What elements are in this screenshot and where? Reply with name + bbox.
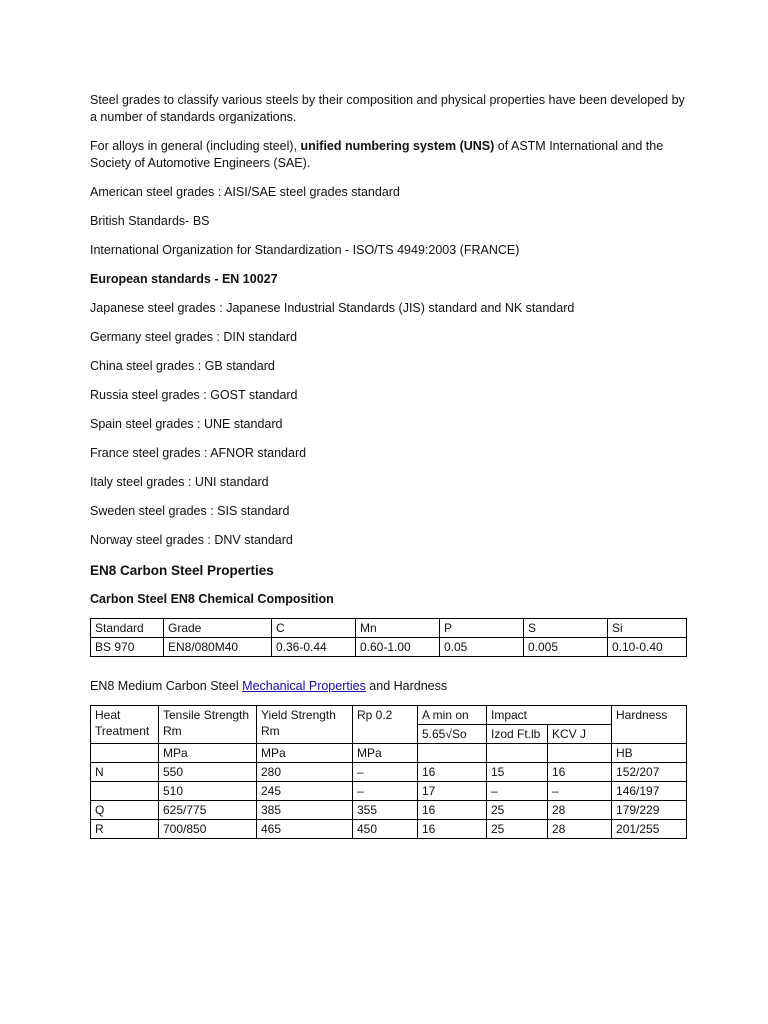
standard-british: British Standards- BS	[90, 214, 210, 228]
table-cell: 16	[418, 763, 487, 782]
composition-header-row	[91, 619, 687, 638]
unit-cell	[487, 744, 548, 763]
table-cell: –	[353, 782, 418, 801]
hardness-header: Hardness	[612, 706, 687, 744]
table-cell: –	[353, 763, 418, 782]
table-cell: 28	[548, 801, 612, 820]
standard-sweden: Sweden steel grades : SIS standard	[90, 504, 290, 518]
table-cell: 25	[487, 801, 548, 820]
document-body	[90, 92, 686, 839]
standard-italy: Italy steel grades : UNI standard	[90, 475, 269, 489]
uns-paragraph	[90, 138, 686, 172]
uns-text-before: For alloys in general (including steel),	[90, 139, 301, 153]
table-cell: 510	[159, 782, 257, 801]
table-header-cell: Mn	[356, 619, 440, 638]
table-cell: EN8/080M40	[164, 638, 272, 657]
impact-header: Impact	[487, 706, 612, 725]
table-header-cell: C	[272, 619, 356, 638]
table-cell: 152/207	[612, 763, 687, 782]
table-cell: 245	[257, 782, 353, 801]
mechanical-table	[90, 705, 687, 839]
table-row	[91, 763, 687, 782]
mechanical-title	[90, 679, 686, 693]
table-cell: 385	[257, 801, 353, 820]
table-cell: 16	[418, 820, 487, 839]
table-cell: 0.05	[440, 638, 524, 657]
unit-cell: MPa	[257, 744, 353, 763]
table-cell: 625/775	[159, 801, 257, 820]
table-row	[91, 801, 687, 820]
uns-text-after: of ASTM International and the Society of Automotive Engineers (SAE).	[90, 139, 664, 170]
amin-header: A min on	[418, 706, 487, 725]
standard-japanese: Japanese steel grades : Japanese Industrial Standards (JIS) standard and NK standard	[90, 301, 575, 315]
table-cell: 146/197	[612, 782, 687, 801]
table-cell: N	[91, 763, 159, 782]
uns-term: unified numbering system (UNS)	[300, 139, 495, 153]
table-cell: –	[548, 782, 612, 801]
table-cell: 280	[257, 763, 353, 782]
composition-table	[90, 618, 687, 657]
izod-subheader: Izod Ft.lb	[487, 725, 548, 744]
mechanical-title-after: and Hardness	[365, 679, 448, 693]
unit-cell	[418, 744, 487, 763]
standard-european: European standards - EN 10027	[90, 272, 278, 286]
table-cell: 465	[257, 820, 353, 839]
table-row	[91, 820, 687, 839]
standard-norway: Norway steel grades : DNV standard	[90, 533, 293, 547]
kcv-subheader: KCV J	[548, 725, 612, 744]
composition-title: Carbon Steel EN8 Chemical Composition	[90, 592, 334, 606]
composition-data-row	[91, 638, 687, 657]
intro-paragraph: Steel grades to classify various steels by their composition and physical properties have been developed by a number of standards organizations.	[90, 93, 685, 124]
rp-header: Rp 0.2	[353, 706, 418, 744]
unit-cell: MPa	[159, 744, 257, 763]
mechanical-title-before: EN8 Medium Carbon Steel	[90, 679, 243, 693]
table-cell: 16	[418, 801, 487, 820]
yield-header: Yield Strength Rm	[257, 706, 353, 744]
table-header-cell: Si	[608, 619, 687, 638]
tensile-header: Tensile Strength Rm	[159, 706, 257, 744]
heat-treatment-header: Heat Treatment	[91, 706, 159, 744]
table-cell: 0.10-0.40	[608, 638, 687, 657]
table-cell: 700/850	[159, 820, 257, 839]
table-header-cell: Standard	[91, 619, 164, 638]
table-cell: 0.60-1.00	[356, 638, 440, 657]
table-cell: 15	[487, 763, 548, 782]
table-cell: 550	[159, 763, 257, 782]
standard-spain: Spain steel grades : UNE standard	[90, 417, 283, 431]
table-header-cell: Grade	[164, 619, 272, 638]
table-cell: 25	[487, 820, 548, 839]
table-cell: Q	[91, 801, 159, 820]
mechanical-properties-link[interactable]: Mechanical Properties	[242, 679, 366, 693]
mechanical-header-row	[91, 706, 687, 725]
amin-subheader: 5.65√So	[418, 725, 487, 744]
unit-cell: MPa	[353, 744, 418, 763]
table-cell: 201/255	[612, 820, 687, 839]
standard-china: China steel grades : GB standard	[90, 359, 275, 373]
unit-cell: HB	[612, 744, 687, 763]
standard-france: France steel grades : AFNOR standard	[90, 446, 307, 460]
table-cell: –	[487, 782, 548, 801]
table-cell: 17	[418, 782, 487, 801]
table-header-cell: P	[440, 619, 524, 638]
unit-cell	[548, 744, 612, 763]
standard-germany: Germany steel grades : DIN standard	[90, 330, 298, 344]
standard-russia: Russia steel grades : GOST standard	[90, 388, 298, 402]
table-cell: 0.36-0.44	[272, 638, 356, 657]
section-title: EN8 Carbon Steel Properties	[90, 563, 274, 578]
table-row	[91, 782, 687, 801]
table-header-cell: S	[524, 619, 608, 638]
table-cell: BS 970	[91, 638, 164, 657]
table-cell: 0.005	[524, 638, 608, 657]
table-cell	[91, 782, 159, 801]
standard-american: American steel grades : AISI/SAE steel grades standard	[90, 185, 400, 199]
table-cell: R	[91, 820, 159, 839]
table-cell: 179/229	[612, 801, 687, 820]
mechanical-units-row	[91, 744, 687, 763]
table-cell: 355	[353, 801, 418, 820]
table-cell: 16	[548, 763, 612, 782]
unit-cell	[91, 744, 159, 763]
table-cell: 450	[353, 820, 418, 839]
table-cell: 28	[548, 820, 612, 839]
standard-iso: International Organization for Standardization - ISO/TS 4949:2003 (FRANCE)	[90, 243, 520, 257]
